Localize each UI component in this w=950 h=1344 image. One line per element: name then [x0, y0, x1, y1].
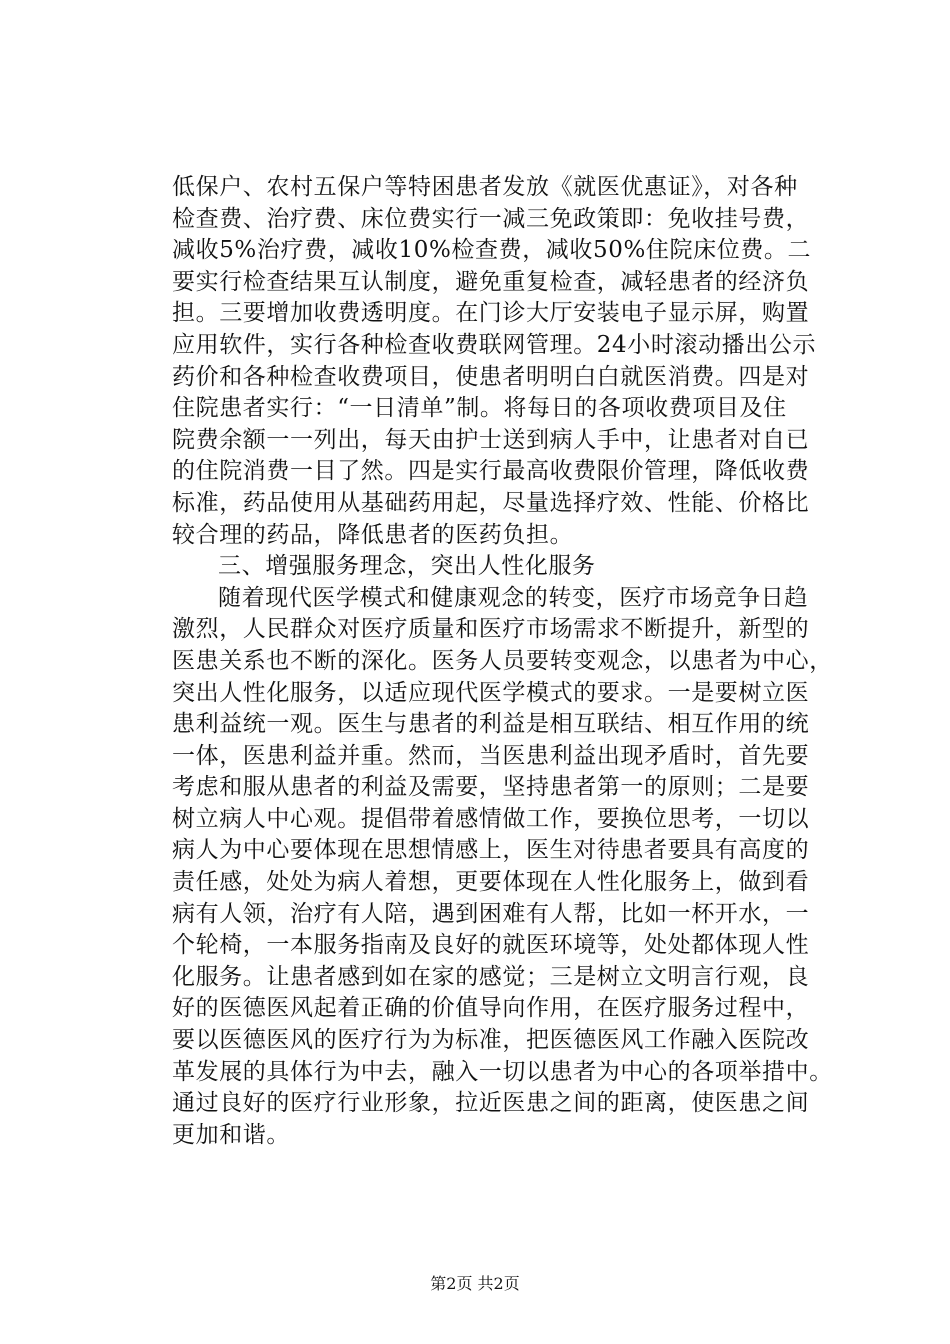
text-line: 更加和谐。: [172, 1121, 290, 1148]
text-line: 院费余额一一列出，每天由护士送到病人手中，让患者对自已: [172, 426, 810, 453]
text-line: 患利益统一观。医生与患者的利益是相互联结、相互作用的统: [172, 711, 810, 738]
text-line: 检查费、治疗费、床位费实行一减三免政策即：免收挂号费，: [172, 205, 810, 232]
text-line: 标准，药品使用从基础药用起，尽量选择疗效、性能、价格比: [172, 489, 810, 516]
page-number-footer: 第2页 共2页: [430, 1274, 520, 1293]
text-line: 通过良好的医疗行业形象，拉近医患之间的距离，使医患之间: [172, 1090, 810, 1117]
text-line: 药价和各种检查收费项目，使患者明明白白就医消费。四是对: [172, 363, 810, 390]
text-line: 革发展的具体行为中去，融入一切以患者为中心的各项举措中。: [172, 1058, 833, 1085]
text-line: 个轮椅，一本服务指南及良好的就医环境等，处处都体现人性: [172, 932, 810, 959]
text-line: 病人为中心要体现在思想情感上，医生对待患者要具有高度的: [172, 837, 810, 864]
text-line: 树立病人中心观。提倡带着感情做工作，要换位思考，一切以: [172, 805, 810, 832]
text-line: 责任感，处处为病人着想，更要体现在人性化服务上，做到看: [172, 869, 810, 896]
paragraph-first-line: 随着现代医学模式和健康观念的转变，医疗市场竞争日趋: [218, 584, 808, 611]
text-line: 减收5%治疗费，减收10%检查费，减收50%住院床位费。二: [172, 237, 812, 264]
text-line: 住院患者实行：“一日清单”制。将每日的各项收费项目及住: [172, 395, 787, 422]
text-line: 较合理的药品，降低患者的医药负担。: [172, 521, 574, 548]
text-line: 病有人领，治疗有人陪，遇到困难有人帮，比如一杯开水，一: [172, 900, 810, 927]
text-line: 担。三要增加收费透明度。在门诊大厅安装电子显示屏，购置: [172, 300, 810, 327]
text-line: 考虑和服从患者的利益及需要，坚持患者第一的原则；二是要: [172, 774, 810, 801]
text-line: 一体，医患利益并重。然而，当医患利益出现矛盾时，首先要: [172, 742, 810, 769]
text-line: 激烈，人民群众对医疗质量和医疗市场需求不断提升，新型的: [172, 616, 810, 643]
text-line: 的住院消费一目了然。四是实行最高收费限价管理，降低收费: [172, 458, 810, 485]
text-line: 应用软件，实行各种检查收费联网管理。24小时滚动播出公示: [172, 331, 817, 358]
section-heading: 三、增强服务理念，突出人性化服务: [218, 553, 596, 580]
text-line: 要以医德医风的医疗行为为标准，把医德医风工作融入医院改: [172, 1027, 810, 1054]
document-body: [172, 172, 862, 1151]
text-line: 突出人性化服务，以适应现代医学模式的要求。一是要树立医: [172, 679, 810, 706]
text-line: 好的医德医风起着正确的价值导向作用，在医疗服务过程中，: [172, 995, 810, 1022]
text-line: 化服务。让患者感到如在家的感觉；三是树立文明言行观，良: [172, 963, 810, 990]
text-line: 要实行检查结果互认制度，避免重复检查，减轻患者的经济负: [172, 268, 810, 295]
text-line: 低保户、农村五保户等特困患者发放《就医优惠证》，对各种: [172, 174, 798, 200]
text-line: 医患关系也不断的深化。医务人员要转变观念，以患者为中心，: [172, 647, 833, 674]
